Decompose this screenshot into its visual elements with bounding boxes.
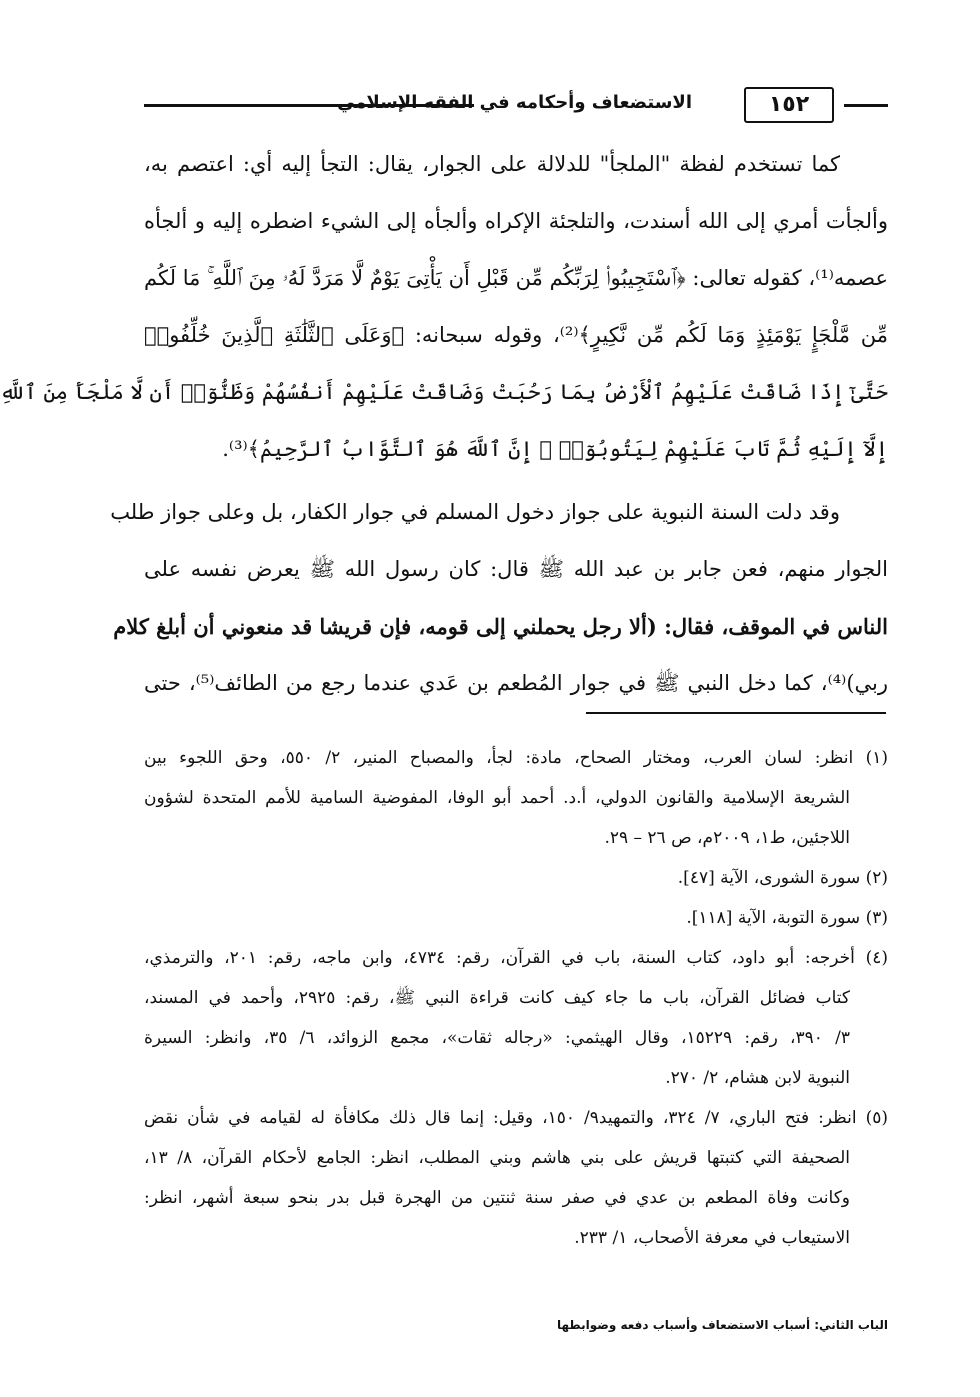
body-text: [0, 136, 888, 712]
footnote-line: (٤) أخرجه: أبو داود، كتاب السنة، باب في القرآن، رقم: ٤٧٣٤، وابن ماجه، رقم: ٢٠١، والترمذي،: [144, 948, 888, 968]
body-line: الجوار منهم، فعن جابر بن عبد الله ﷺ قال: كان رسول الله ﷺ يعرض نفسه على: [144, 557, 888, 581]
header-title: الاستضعاف وأحكامه في الفقه الإسلامي: [337, 92, 692, 113]
footnote-line: الصحيفة التي كتبتها قريش على بني هاشم وبني المطلب، انظر: الجامع لأحكام القرآن، ٨/ ١٣،: [144, 1148, 850, 1168]
footnote-line: ٣/ ٣٩٠، رقم: ١٥٢٢٩، وقال الهيثمي: «رجاله ثقات»، مجمع الزوائد، ٦/ ٣٥، وانظر: السيرة: [144, 1028, 851, 1048]
body-line-hadith: الناس في الموقف، فقال: (ألا رجل يحملني إلى قومه، فإن قريشا قد منعوني أن أبلغ كلام: [113, 614, 888, 639]
running-header: [144, 84, 888, 124]
page-number: ١٥٢: [744, 87, 834, 123]
running-footer: الباب الثاني: أسباب الاستضعاف وأسباب دفعه وضوابطها: [556, 1318, 888, 1332]
footnote-separator: [586, 712, 886, 714]
body-line: عصمه⁽¹⁾، كقوله تعالى: ﴿ٱسْتَجِيبُوا۟ لِرَبِّكُم مِّن قَبْلِ أَن يَأْتِىَ يَوْمٌ لَّا مَرَدَّ لَهُۥ مِنَ ٱللَّهِ ۚ مَا لَكُم: [144, 266, 888, 290]
footnotes: [144, 738, 888, 1258]
footnote-line: وكانت وفاة المطعم بن عدي في صفر سنة ثنتين من الهجرة قبل بدر بنحو سبعة أشهر، انظر:: [144, 1188, 850, 1208]
footnote-line: (٢) سورة الشورى، الآية [٤٧].: [677, 868, 888, 888]
body-line: وألجأت أمري إلى الله أسندت، والتلجئة الإكراه وألجأه إلى الشيء اضطره إليه و ألجأه: [144, 209, 888, 233]
body-line: كما تستخدم لفظة "الملجأ" للدلالة على الجوار، يقال: التجأ إليه أي: اعتصم به،: [144, 152, 840, 176]
footnote-line: اللاجئين، ط١، ٢٠٠٩م، ص ٢٦ – ٢٩.: [604, 828, 850, 848]
footnote-line: (١) انظر: لسان العرب، ومختار الصحاح، مادة: لجأ، والمصباح المنير، ٢/ ٥٥٠، وحق اللجوء بين: [144, 748, 888, 768]
footnote-line: الاستيعاب في معرفة الأصحاب، ١/ ٢٣٣.: [574, 1228, 850, 1248]
body-line: مِّن مَّلْجَإٍ يَوْمَئِذٍ وَمَا لَكُم مِّن نَّكِيرٍ﴾⁽²⁾، وقوله سبحانه: ﴿وَعَلَى ٱلثَّلَٰثَةِ ٱلَّذِينَ خُلِّفُوا۟: [144, 323, 888, 347]
footnote-line: (٥) انظر: فتح الباري، ٧/ ٣٢٤، والتمهيد٩/ ١٥٠، وقيل: إنما قال ذلك مكافأة له لقيامه في شأن نقض: [144, 1108, 888, 1128]
footnote-line: النبوية لابن هشام، ٢/ ٢٧٠.: [665, 1068, 850, 1088]
footnote-line: الشريعة الإسلامية والقانون الدولي، أ.د. أحمد أبو الوفا، المفوضية السامية للأمم المتحدة لشؤون: [144, 788, 850, 808]
body-line: إِلَّآ إِلَيْهِ ثُمَّ تَابَ عَلَيْهِمْ لِيَتُوبُوٓا۟ ۚ إِنَّ ٱللَّهَ هُوَ ٱلتَّوَّابُ ٱلرَّحِيمُ﴾⁽³⁾.: [222, 437, 888, 461]
body-line: وقد دلت السنة النبوية على جواز دخول المسلم في جوار الكفار، بل وعلى جواز طلب: [110, 500, 840, 524]
body-line: ربي)⁽⁴⁾، كما دخل النبي ﷺ في جوار المُطعم بن عَدي عندما رجع من الطائف⁽⁵⁾، حتى: [144, 671, 888, 695]
header-rule-right: [844, 104, 888, 107]
footnote-line: كتاب فضائل القرآن، باب ما جاء كيف كانت قراءة النبي ﷺ، رقم: ٢٩٢٥، وأحمد في المسند،: [144, 988, 850, 1008]
body-line: حَتَّىٰٓ إِذَا ضَاقَتْ عَلَيْهِمُ ٱلْأَرْضُ بِمَا رَحُبَتْ وَضَاقَتْ عَلَيْهِمْ أَنفُسُهُمْ وَظَنُّوٓا۟ أَن لَّا مَلْجَأَ مِنَ ٱللَّهِ: [0, 380, 888, 404]
footnote-line: (٣) سورة التوبة، الآية [١١٨].: [686, 908, 888, 928]
